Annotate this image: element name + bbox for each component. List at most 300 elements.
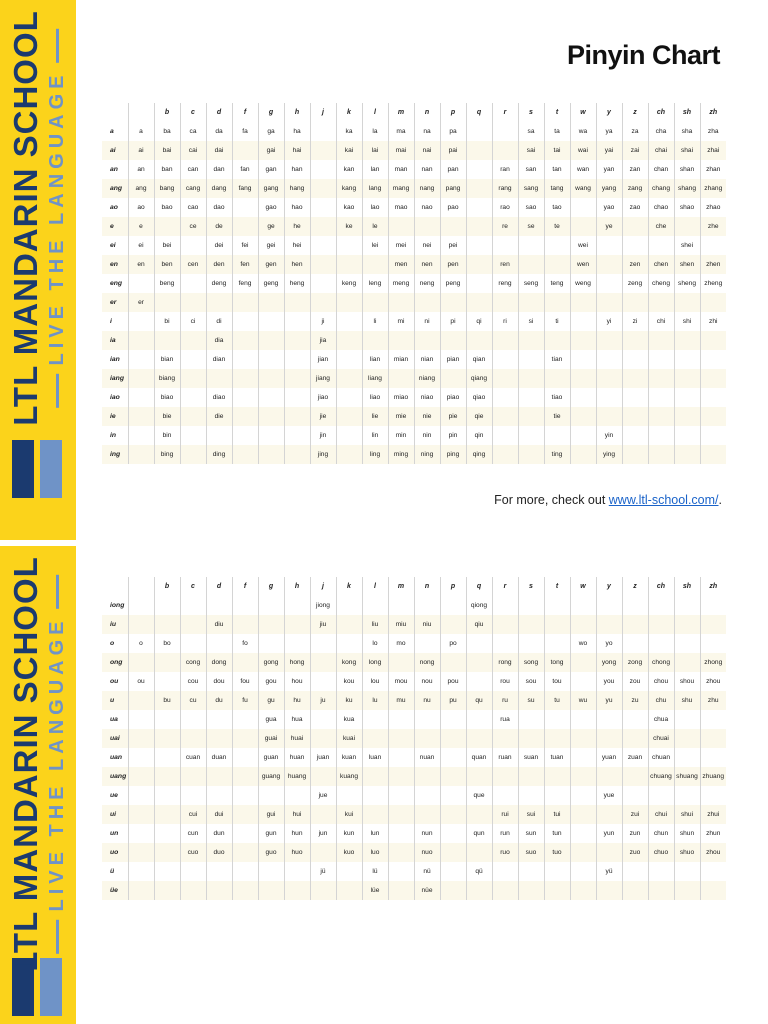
table-row (102, 217, 726, 236)
syllable-cell (232, 198, 258, 217)
syllable-cell: nü (414, 862, 440, 881)
syllable-cell: hun (284, 824, 310, 843)
final-label: iu (102, 615, 128, 634)
syllable-cell: na (414, 122, 440, 141)
syllable-cell (440, 729, 466, 748)
syllable-cell: dang (206, 179, 232, 198)
syllable-cell: cuo (180, 843, 206, 862)
syllable-cell (310, 634, 336, 653)
syllable-cell: wu (570, 691, 596, 710)
syllable-cell: hu (284, 691, 310, 710)
syllable-cell (310, 710, 336, 729)
solo-syllable-cell (128, 843, 154, 862)
syllable-cell (206, 426, 232, 445)
syllable-cell (336, 369, 362, 388)
syllable-cell (180, 407, 206, 426)
syllable-cell (674, 862, 700, 881)
syllable-cell: mou (388, 672, 414, 691)
initial-header-c: c (180, 577, 206, 596)
syllable-cell: min (388, 426, 414, 445)
solo-syllable-cell (128, 805, 154, 824)
syllable-cell (596, 407, 622, 426)
website-link[interactable]: www.ltl-school.com/ (608, 493, 719, 507)
syllable-cell: zheng (700, 274, 726, 293)
syllable-cell (518, 388, 544, 407)
syllable-cell: tang (544, 179, 570, 198)
syllable-cell (466, 634, 492, 653)
syllable-cell (518, 881, 544, 900)
solo-syllable-cell: ang (128, 179, 154, 198)
syllable-cell: zun (622, 824, 648, 843)
syllable-cell: chong (648, 653, 674, 672)
syllable-cell: lo (362, 634, 388, 653)
syllable-cell: mi (388, 312, 414, 331)
syllable-cell: sui (518, 805, 544, 824)
syllable-cell (622, 881, 648, 900)
syllable-cell (440, 786, 466, 805)
syllable-cell: chun (648, 824, 674, 843)
syllable-cell: shuang (674, 767, 700, 786)
syllable-cell (700, 388, 726, 407)
syllable-cell: wen (570, 255, 596, 274)
syllable-cell (336, 388, 362, 407)
syllable-cell (232, 843, 258, 862)
syllable-cell (544, 729, 570, 748)
syllable-cell: bian (154, 350, 180, 369)
syllable-cell (466, 672, 492, 691)
initial-header-h: h (284, 577, 310, 596)
solo-syllable-cell (128, 786, 154, 805)
final-label: ang (102, 179, 128, 198)
syllable-cell: hou (284, 672, 310, 691)
syllable-cell: dei (206, 236, 232, 255)
syllable-cell: kao (336, 198, 362, 217)
syllable-cell: wai (570, 141, 596, 160)
syllable-cell (466, 331, 492, 350)
syllable-cell (492, 141, 518, 160)
syllable-cell: duan (206, 748, 232, 767)
syllable-cell (492, 634, 518, 653)
solo-syllable-cell (128, 312, 154, 331)
syllable-cell (232, 350, 258, 369)
syllable-cell (518, 293, 544, 312)
syllable-cell: yuan (596, 748, 622, 767)
solo-syllable-cell: e (128, 217, 154, 236)
syllable-cell (232, 388, 258, 407)
initial-header-r: r (492, 103, 518, 122)
syllable-cell: lun (362, 824, 388, 843)
syllable-cell: bie (154, 407, 180, 426)
syllable-cell: die (206, 407, 232, 426)
syllable-cell (674, 634, 700, 653)
syllable-cell: wang (570, 179, 596, 198)
syllable-cell (466, 141, 492, 160)
syllable-cell: gai (258, 141, 284, 160)
syllable-cell (544, 615, 570, 634)
syllable-cell (310, 217, 336, 236)
syllable-cell (440, 615, 466, 634)
syllable-cell (258, 634, 284, 653)
syllable-cell (570, 331, 596, 350)
syllable-cell (440, 653, 466, 672)
syllable-cell (232, 217, 258, 236)
syllable-cell (570, 881, 596, 900)
syllable-cell: hong (284, 653, 310, 672)
syllable-cell: mei (388, 236, 414, 255)
syllable-cell: tao (544, 198, 570, 217)
final-label: uan (110, 754, 123, 761)
syllable-cell: ta (544, 122, 570, 141)
syllable-cell: kan (336, 160, 362, 179)
syllable-cell: cou (180, 672, 206, 691)
syllable-cell: pa (440, 122, 466, 141)
syllable-cell (570, 426, 596, 445)
syllable-cell (622, 862, 648, 881)
syllable-cell: zhen (700, 255, 726, 274)
syllable-cell (518, 767, 544, 786)
footer-note (494, 493, 722, 507)
syllable-cell (622, 236, 648, 255)
syllable-cell (648, 445, 674, 464)
syllable-cell: si (518, 312, 544, 331)
logo-block-navy (12, 440, 34, 498)
syllable-cell: jiao (310, 388, 336, 407)
syllable-cell: zhan (700, 160, 726, 179)
syllable-cell (232, 710, 258, 729)
syllable-cell (596, 881, 622, 900)
final-label: uo (102, 843, 128, 862)
final-label: un (110, 830, 119, 837)
syllable-cell: dan (206, 160, 232, 179)
syllable-cell: tou (544, 672, 570, 691)
syllable-cell: cun (180, 824, 206, 843)
syllable-cell (388, 824, 414, 843)
syllable-cell: lu (362, 691, 388, 710)
syllable-cell: yin (596, 426, 622, 445)
syllable-cell (310, 767, 336, 786)
syllable-cell: rua (492, 710, 518, 729)
syllable-cell (700, 445, 726, 464)
initial-header-t: t (544, 577, 570, 596)
syllable-cell: ju (310, 691, 336, 710)
syllable-cell: yai (596, 141, 622, 160)
syllable-cell (180, 881, 206, 900)
syllable-cell (466, 710, 492, 729)
syllable-cell (154, 805, 180, 824)
syllable-cell (700, 331, 726, 350)
syllable-cell: tie (544, 407, 570, 426)
syllable-cell (544, 255, 570, 274)
syllable-cell (362, 805, 388, 824)
syllable-cell (388, 331, 414, 350)
corner-cell (102, 103, 128, 122)
syllable-cell: chua (648, 710, 674, 729)
final-label: ai (102, 141, 128, 160)
syllable-cell (570, 767, 596, 786)
initial-header-k: k (336, 103, 362, 122)
table-row (102, 274, 726, 293)
syllable-cell (648, 236, 674, 255)
table-row (102, 179, 726, 198)
syllable-cell: huo (284, 843, 310, 862)
syllable-cell: ye (596, 217, 622, 236)
syllable-cell: bo (154, 634, 180, 653)
solo-syllable-cell: ou (128, 672, 154, 691)
table-row (102, 824, 726, 843)
syllable-cell: lan (362, 160, 388, 179)
final-label: i (110, 318, 112, 325)
syllable-cell (674, 653, 700, 672)
syllable-cell: shou (674, 672, 700, 691)
syllable-cell (518, 862, 544, 881)
syllable-cell (648, 881, 674, 900)
syllable-cell (258, 786, 284, 805)
syllable-cell: zen (622, 255, 648, 274)
page-title: Pinyin Chart (566, 40, 720, 70)
syllable-cell: bai (154, 141, 180, 160)
syllable-cell (570, 805, 596, 824)
syllable-cell: pu (440, 691, 466, 710)
syllable-cell: shang (674, 179, 700, 198)
syllable-cell (154, 217, 180, 236)
syllable-cell: weng (570, 274, 596, 293)
syllable-cell (388, 805, 414, 824)
syllable-cell (336, 786, 362, 805)
syllable-cell (466, 653, 492, 672)
solo-syllable-cell (128, 824, 154, 843)
syllable-cell (180, 767, 206, 786)
syllable-cell (180, 729, 206, 748)
syllable-cell (466, 122, 492, 141)
solo-syllable-cell (128, 691, 154, 710)
syllable-cell (570, 312, 596, 331)
syllable-cell (544, 426, 570, 445)
syllable-cell (492, 122, 518, 141)
syllable-cell: te (544, 217, 570, 236)
syllable-cell (544, 862, 570, 881)
syllable-cell: den (206, 255, 232, 274)
syllable-cell (284, 634, 310, 653)
syllable-cell (258, 312, 284, 331)
syllable-cell (232, 615, 258, 634)
syllable-cell: nai (414, 141, 440, 160)
initial-header-c: c (180, 103, 206, 122)
initial-header-r: r (492, 577, 518, 596)
table-row (102, 388, 726, 407)
syllable-cell (284, 369, 310, 388)
syllable-cell (466, 236, 492, 255)
initial-header-ch: ch (648, 103, 674, 122)
syllable-cell: bin (154, 426, 180, 445)
brand-text-top (8, 10, 68, 426)
syllable-cell (388, 843, 414, 862)
syllable-cell: cheng (648, 274, 674, 293)
syllable-cell (622, 786, 648, 805)
syllable-cell: reng (492, 274, 518, 293)
syllable-cell (596, 729, 622, 748)
final-label: ao (110, 204, 118, 211)
syllable-cell: tu (544, 691, 570, 710)
syllable-cell: peng (440, 274, 466, 293)
syllable-cell: zan (622, 160, 648, 179)
syllable-cell: qü (466, 862, 492, 881)
syllable-cell: qin (466, 426, 492, 445)
syllable-cell (518, 369, 544, 388)
syllable-cell (310, 843, 336, 862)
table-row (102, 160, 726, 179)
syllable-cell: ri (492, 312, 518, 331)
syllable-cell (492, 426, 518, 445)
syllable-cell (440, 805, 466, 824)
syllable-cell: jing (310, 445, 336, 464)
syllable-cell (440, 824, 466, 843)
syllable-cell: su (518, 691, 544, 710)
syllable-cell: dian (206, 350, 232, 369)
syllable-cell: niao (414, 388, 440, 407)
syllable-cell (336, 596, 362, 615)
final-label: eng (110, 280, 123, 287)
syllable-cell: zhong (700, 653, 726, 672)
syllable-cell: yu (596, 691, 622, 710)
syllable-cell: zang (622, 179, 648, 198)
syllable-cell: fang (232, 179, 258, 198)
syllable-cell (336, 634, 362, 653)
syllable-cell: tian (544, 350, 570, 369)
syllable-cell: nong (414, 653, 440, 672)
syllable-cell (284, 615, 310, 634)
syllable-cell: beng (154, 274, 180, 293)
syllable-cell (206, 862, 232, 881)
syllable-cell: jian (310, 350, 336, 369)
syllable-cell (154, 293, 180, 312)
syllable-cell (258, 350, 284, 369)
table-row (102, 862, 726, 881)
syllable-cell: fa (232, 122, 258, 141)
syllable-cell: zhe (700, 217, 726, 236)
syllable-cell (492, 369, 518, 388)
syllable-cell (570, 862, 596, 881)
syllable-cell: ku (336, 691, 362, 710)
table-row (102, 293, 726, 312)
syllable-cell (648, 331, 674, 350)
syllable-cell (700, 596, 726, 615)
syllable-cell: chao (648, 198, 674, 217)
syllable-cell (570, 824, 596, 843)
syllable-cell: mu (388, 691, 414, 710)
syllable-cell: zhang (700, 179, 726, 198)
table-row (102, 426, 726, 445)
syllable-cell: chen (648, 255, 674, 274)
table-row (102, 691, 726, 710)
syllable-cell (518, 596, 544, 615)
syllable-cell: yan (596, 160, 622, 179)
syllable-cell (414, 293, 440, 312)
syllable-cell (258, 331, 284, 350)
syllable-cell (466, 881, 492, 900)
syllable-cell: pie (440, 407, 466, 426)
syllable-cell: qie (466, 407, 492, 426)
solo-syllable-cell: ai (128, 141, 154, 160)
syllable-cell: mao (388, 198, 414, 217)
syllable-cell (570, 445, 596, 464)
syllable-cell (232, 653, 258, 672)
syllable-cell (284, 426, 310, 445)
syllable-cell (648, 615, 674, 634)
syllable-cell: zai (622, 141, 648, 160)
syllable-cell (570, 198, 596, 217)
syllable-cell (518, 615, 544, 634)
syllable-cell: feng (232, 274, 258, 293)
syllable-cell: shao (674, 198, 700, 217)
syllable-cell: chan (648, 160, 674, 179)
syllable-cell (622, 634, 648, 653)
solo-syllable-cell (128, 615, 154, 634)
table-row (102, 255, 726, 274)
syllable-cell: neng (414, 274, 440, 293)
initial-header-n: n (414, 577, 440, 596)
syllable-cell (674, 786, 700, 805)
syllable-cell (310, 805, 336, 824)
syllable-cell: heng (284, 274, 310, 293)
syllable-cell (674, 881, 700, 900)
final-label: ie (102, 407, 128, 426)
solo-syllable-cell: an (128, 160, 154, 179)
syllable-cell (570, 748, 596, 767)
syllable-cell (622, 596, 648, 615)
syllable-cell: luo (362, 843, 388, 862)
syllable-cell: hai (284, 141, 310, 160)
syllable-cell (414, 596, 440, 615)
syllable-cell: rang (492, 179, 518, 198)
syllable-cell: huang (284, 767, 310, 786)
syllable-cell: huan (284, 748, 310, 767)
syllable-cell (596, 369, 622, 388)
syllable-cell (674, 710, 700, 729)
syllable-cell (388, 729, 414, 748)
syllable-cell: pian (440, 350, 466, 369)
syllable-cell: zuan (622, 748, 648, 767)
syllable-cell (362, 255, 388, 274)
syllable-cell (336, 426, 362, 445)
syllable-cell (310, 141, 336, 160)
syllable-cell: di (206, 312, 232, 331)
syllable-cell (258, 596, 284, 615)
syllable-cell (570, 786, 596, 805)
syllable-cell: jiu (310, 615, 336, 634)
syllable-cell (570, 350, 596, 369)
final-label: in (110, 432, 117, 439)
syllable-cell: nan (414, 160, 440, 179)
syllable-cell: rou (492, 672, 518, 691)
syllable-cell (284, 388, 310, 407)
syllable-cell (700, 710, 726, 729)
syllable-cell (440, 331, 466, 350)
solo-syllable-cell (128, 274, 154, 293)
final-label: ian (110, 356, 120, 363)
syllable-cell: li (362, 312, 388, 331)
syllable-cell (414, 331, 440, 350)
solo-syllable-cell (128, 710, 154, 729)
syllable-cell (700, 634, 726, 653)
syllable-cell: shei (674, 236, 700, 255)
syllable-cell: pao (440, 198, 466, 217)
syllable-cell (518, 445, 544, 464)
syllable-cell (154, 786, 180, 805)
syllable-cell: qiong (466, 596, 492, 615)
syllable-cell (206, 786, 232, 805)
table-row (102, 653, 726, 672)
syllable-cell: liu (362, 615, 388, 634)
